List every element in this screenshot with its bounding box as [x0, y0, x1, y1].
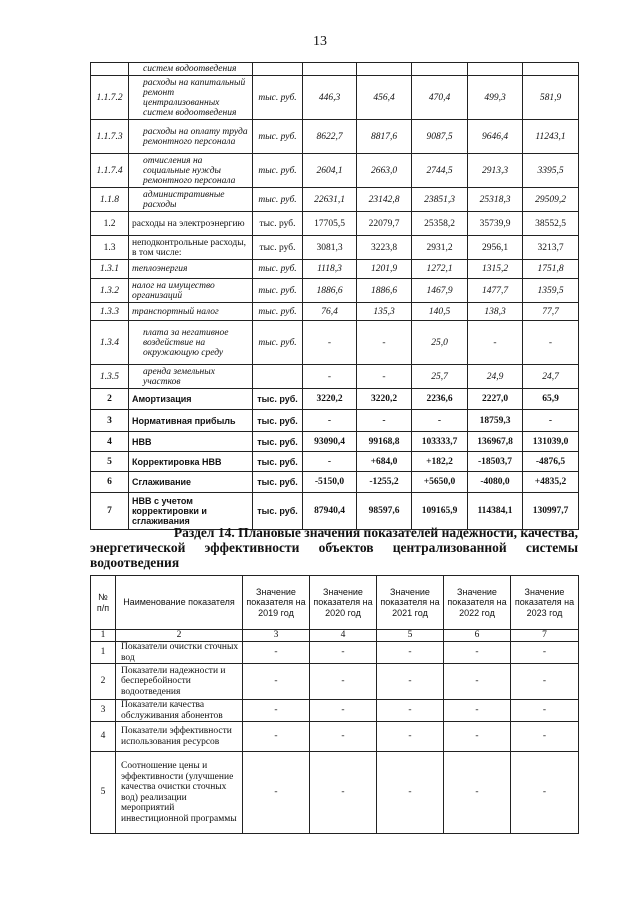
- value-cell: -: [243, 700, 310, 722]
- row-number: [91, 63, 129, 76]
- row-number: 1.3.4: [91, 321, 129, 365]
- value-cell: -: [511, 642, 579, 664]
- value-cell: -: [310, 700, 377, 722]
- value-cell: -5150,0: [303, 472, 357, 493]
- value-cell: 1477,7: [468, 279, 523, 303]
- row-name: отчисления на социальные нужды ремонтного персонала: [129, 154, 253, 188]
- value-cell: -: [377, 752, 444, 834]
- value-cell: 2956,1: [468, 236, 523, 260]
- value-cell: [523, 63, 579, 76]
- row-name: Корректировка НВВ: [129, 452, 253, 472]
- cost-table: [90, 62, 579, 530]
- value-cell: 38552,5: [523, 212, 579, 236]
- row-number: 2: [91, 664, 116, 700]
- value-cell: -: [511, 722, 579, 752]
- column-number: 7: [511, 630, 579, 642]
- value-cell: -: [310, 642, 377, 664]
- table-row: [91, 664, 579, 700]
- table-row: [91, 303, 579, 321]
- value-cell: 2227,0: [468, 389, 523, 410]
- value-cell: -: [511, 664, 579, 700]
- table-row: [91, 752, 579, 834]
- value-cell: -: [444, 700, 511, 722]
- value-cell: 93090,4: [303, 432, 357, 452]
- value-cell: 25,0: [412, 321, 468, 365]
- value-cell: 2236,6: [412, 389, 468, 410]
- table-row: [91, 63, 579, 76]
- column-header: Наименование показателя: [116, 576, 243, 630]
- row-unit: тыс. руб.: [253, 493, 303, 530]
- indicator-name: Показатели очистки сточных вод: [116, 642, 243, 664]
- row-unit: тыс. руб.: [253, 154, 303, 188]
- value-cell: 456,4: [357, 76, 412, 120]
- row-name: административные расходы: [129, 188, 253, 212]
- value-cell: 8817,6: [357, 120, 412, 154]
- column-number: 6: [444, 630, 511, 642]
- value-cell: 1751,8: [523, 260, 579, 279]
- value-cell: 3223,8: [357, 236, 412, 260]
- value-cell: 1315,2: [468, 260, 523, 279]
- table-row: [91, 432, 579, 452]
- value-cell: 131039,0: [523, 432, 579, 452]
- value-cell: -4080,0: [468, 472, 523, 493]
- value-cell: 130997,7: [523, 493, 579, 530]
- row-unit: тыс. руб.: [253, 188, 303, 212]
- value-cell: -: [357, 321, 412, 365]
- value-cell: -18503,7: [468, 452, 523, 472]
- row-unit: тыс. руб.: [253, 472, 303, 493]
- value-cell: 17705,5: [303, 212, 357, 236]
- value-cell: -: [310, 752, 377, 834]
- table-row: [91, 722, 579, 752]
- column-number: 1: [91, 630, 116, 642]
- value-cell: 87940,4: [303, 493, 357, 530]
- row-name: аренда земельных участков: [129, 365, 253, 389]
- value-cell: -: [303, 365, 357, 389]
- row-name: расходы на капитальный ремонт централизованных систем водоотведения: [129, 76, 253, 120]
- value-cell: -: [377, 700, 444, 722]
- value-cell: 1272,1: [412, 260, 468, 279]
- column-number: 5: [377, 630, 444, 642]
- value-cell: 23142,8: [357, 188, 412, 212]
- value-cell: -: [377, 642, 444, 664]
- value-cell: -: [357, 410, 412, 432]
- value-cell: -: [412, 410, 468, 432]
- table-row: [91, 154, 579, 188]
- table-row: [91, 212, 579, 236]
- row-name: расходы на оплату труда ремонтного персонала: [129, 120, 253, 154]
- row-unit: тыс. руб.: [253, 452, 303, 472]
- row-name: теплоэнергия: [129, 260, 253, 279]
- table-row: [91, 700, 579, 722]
- row-name: НВВ с учетом корректировки и сглаживания: [129, 493, 253, 530]
- row-number: 1.3.5: [91, 365, 129, 389]
- value-cell: 3213,7: [523, 236, 579, 260]
- value-cell: -: [444, 752, 511, 834]
- value-cell: -: [303, 410, 357, 432]
- value-cell: 24,9: [468, 365, 523, 389]
- table-row: [91, 389, 579, 410]
- value-cell: -: [523, 321, 579, 365]
- row-number: 1.3.1: [91, 260, 129, 279]
- value-cell: 2663,0: [357, 154, 412, 188]
- indicator-name: Соотношение цены и эффективности (улучшение качества очистки сточных вод) реализации мероприятий инвестиционной программы: [116, 752, 243, 834]
- row-unit: тыс. руб.: [253, 76, 303, 120]
- value-cell: -: [357, 365, 412, 389]
- section-heading-line-2: энергетической эффективности объектов централизованной системы: [90, 540, 578, 555]
- row-number: 1.1.7.2: [91, 76, 129, 120]
- row-unit: тыс. руб.: [253, 279, 303, 303]
- row-number: 1.1.7.4: [91, 154, 129, 188]
- column-header: Значение показателя на 2019 год: [243, 576, 310, 630]
- value-cell: [412, 63, 468, 76]
- indicator-name: Показатели эффективности использования ресурсов: [116, 722, 243, 752]
- table-row: [91, 452, 579, 472]
- value-cell: 1118,3: [303, 260, 357, 279]
- value-cell: -: [511, 700, 579, 722]
- row-unit: [253, 365, 303, 389]
- row-name: неподконтрольные расходы, в том числе:: [129, 236, 253, 260]
- value-cell: 109165,9: [412, 493, 468, 530]
- table-row: [91, 365, 579, 389]
- value-cell: 499,3: [468, 76, 523, 120]
- value-cell: -: [243, 664, 310, 700]
- value-cell: 77,7: [523, 303, 579, 321]
- value-cell: 103333,7: [412, 432, 468, 452]
- value-cell: +4835,2: [523, 472, 579, 493]
- value-cell: 2744,5: [412, 154, 468, 188]
- value-cell: 1886,6: [303, 279, 357, 303]
- row-unit: тыс. руб.: [253, 432, 303, 452]
- row-number: 1.3.2: [91, 279, 129, 303]
- value-cell: 3220,2: [303, 389, 357, 410]
- value-cell: 135,3: [357, 303, 412, 321]
- value-cell: 25318,3: [468, 188, 523, 212]
- table-row: [91, 120, 579, 154]
- column-number: 4: [310, 630, 377, 642]
- table-row: [91, 260, 579, 279]
- row-number: 6: [91, 472, 129, 493]
- table-row: [91, 642, 579, 664]
- value-cell: -: [303, 452, 357, 472]
- row-unit: тыс. руб.: [253, 120, 303, 154]
- row-unit: [253, 63, 303, 76]
- value-cell: 65,9: [523, 389, 579, 410]
- row-number: 3: [91, 410, 129, 432]
- value-cell: -: [377, 722, 444, 752]
- column-number: 2: [116, 630, 243, 642]
- value-cell: 3081,3: [303, 236, 357, 260]
- row-name: Амортизация: [129, 389, 253, 410]
- row-name: расходы на электроэнергию: [129, 212, 253, 236]
- column-header: № п/п: [91, 576, 116, 630]
- indicators-table: [90, 575, 579, 834]
- value-cell: 2931,2: [412, 236, 468, 260]
- value-cell: 29509,2: [523, 188, 579, 212]
- row-unit: тыс. руб.: [253, 236, 303, 260]
- row-number: 5: [91, 452, 129, 472]
- column-number: 3: [243, 630, 310, 642]
- value-cell: 140,5: [412, 303, 468, 321]
- value-cell: 581,9: [523, 76, 579, 120]
- value-cell: 25358,2: [412, 212, 468, 236]
- value-cell: 24,7: [523, 365, 579, 389]
- table-row: [91, 76, 579, 120]
- value-cell: [303, 63, 357, 76]
- value-cell: -: [243, 642, 310, 664]
- value-cell: 1467,9: [412, 279, 468, 303]
- value-cell: 2913,3: [468, 154, 523, 188]
- value-cell: 8622,7: [303, 120, 357, 154]
- value-cell: 446,3: [303, 76, 357, 120]
- value-cell: -: [243, 752, 310, 834]
- value-cell: 1359,5: [523, 279, 579, 303]
- value-cell: 18759,3: [468, 410, 523, 432]
- value-cell: 11243,1: [523, 120, 579, 154]
- table-row: [91, 321, 579, 365]
- value-cell: 1886,6: [357, 279, 412, 303]
- table-row: [91, 279, 579, 303]
- value-cell: -: [523, 410, 579, 432]
- table-row: [91, 493, 579, 530]
- value-cell: -: [377, 664, 444, 700]
- row-unit: тыс. руб.: [253, 260, 303, 279]
- value-cell: 136967,8: [468, 432, 523, 452]
- value-cell: 9087,5: [412, 120, 468, 154]
- value-cell: -: [444, 642, 511, 664]
- column-header: Значение показателя на 2020 год: [310, 576, 377, 630]
- value-cell: -: [243, 722, 310, 752]
- row-number: 1.3.3: [91, 303, 129, 321]
- value-cell: 22079,7: [357, 212, 412, 236]
- value-cell: 3395,5: [523, 154, 579, 188]
- value-cell: 99168,8: [357, 432, 412, 452]
- section-heading-line-3: водоотведения: [90, 555, 180, 570]
- value-cell: 114384,1: [468, 493, 523, 530]
- value-cell: [468, 63, 523, 76]
- section-heading: [90, 525, 578, 570]
- value-cell: +684,0: [357, 452, 412, 472]
- indicator-name: Показатели качества обслуживания абонентов: [116, 700, 243, 722]
- row-unit: тыс. руб.: [253, 410, 303, 432]
- row-name: НВВ: [129, 432, 253, 452]
- row-number: 2: [91, 389, 129, 410]
- table-row: [91, 410, 579, 432]
- value-cell: -: [511, 752, 579, 834]
- row-name: налог на имущество организаций: [129, 279, 253, 303]
- row-number: 1.1.8: [91, 188, 129, 212]
- row-number: 4: [91, 722, 116, 752]
- table-row: [91, 188, 579, 212]
- row-number: 1.1.7.3: [91, 120, 129, 154]
- row-number: 5: [91, 752, 116, 834]
- row-unit: тыс. руб.: [253, 389, 303, 410]
- value-cell: 1201,9: [357, 260, 412, 279]
- value-cell: -: [303, 321, 357, 365]
- table-row: [91, 472, 579, 493]
- value-cell: 98597,6: [357, 493, 412, 530]
- row-number: 1.3: [91, 236, 129, 260]
- row-name: транспортный налог: [129, 303, 253, 321]
- indicator-name: Показатели надежности и бесперебойности водоотведения: [116, 664, 243, 700]
- value-cell: 2604,1: [303, 154, 357, 188]
- value-cell: 76,4: [303, 303, 357, 321]
- row-number: 1: [91, 642, 116, 664]
- value-cell: -4876,5: [523, 452, 579, 472]
- row-unit: тыс. руб.: [253, 212, 303, 236]
- value-cell: 35739,9: [468, 212, 523, 236]
- row-number: 3: [91, 700, 116, 722]
- value-cell: 23851,3: [412, 188, 468, 212]
- column-header: Значение показателя на 2023 год: [511, 576, 579, 630]
- value-cell: 470,4: [412, 76, 468, 120]
- value-cell: [357, 63, 412, 76]
- row-number: 7: [91, 493, 129, 530]
- row-name: Сглаживание: [129, 472, 253, 493]
- value-cell: -: [444, 722, 511, 752]
- value-cell: 138,3: [468, 303, 523, 321]
- column-header: Значение показателя на 2021 год: [377, 576, 444, 630]
- value-cell: 25,7: [412, 365, 468, 389]
- value-cell: -: [468, 321, 523, 365]
- row-number: 1.2: [91, 212, 129, 236]
- row-unit: тыс. руб.: [253, 303, 303, 321]
- row-unit: тыс. руб.: [253, 321, 303, 365]
- row-name: систем водоотведения: [129, 63, 253, 76]
- value-cell: -1255,2: [357, 472, 412, 493]
- row-name: Нормативная прибыль: [129, 410, 253, 432]
- row-name: плата за негативное воздействие на окружающую среду: [129, 321, 253, 365]
- value-cell: 22631,1: [303, 188, 357, 212]
- value-cell: 9646,4: [468, 120, 523, 154]
- value-cell: +182,2: [412, 452, 468, 472]
- value-cell: -: [310, 722, 377, 752]
- table-row: [91, 236, 579, 260]
- value-cell: -: [310, 664, 377, 700]
- value-cell: -: [444, 664, 511, 700]
- value-cell: 3220,2: [357, 389, 412, 410]
- column-header: Значение показателя на 2022 год: [444, 576, 511, 630]
- row-number: 4: [91, 432, 129, 452]
- value-cell: +5650,0: [412, 472, 468, 493]
- section-heading-line-1: Раздел 14. Плановые значения показателей надежности, качества,: [173, 525, 578, 540]
- page-number: 13: [313, 34, 327, 49]
